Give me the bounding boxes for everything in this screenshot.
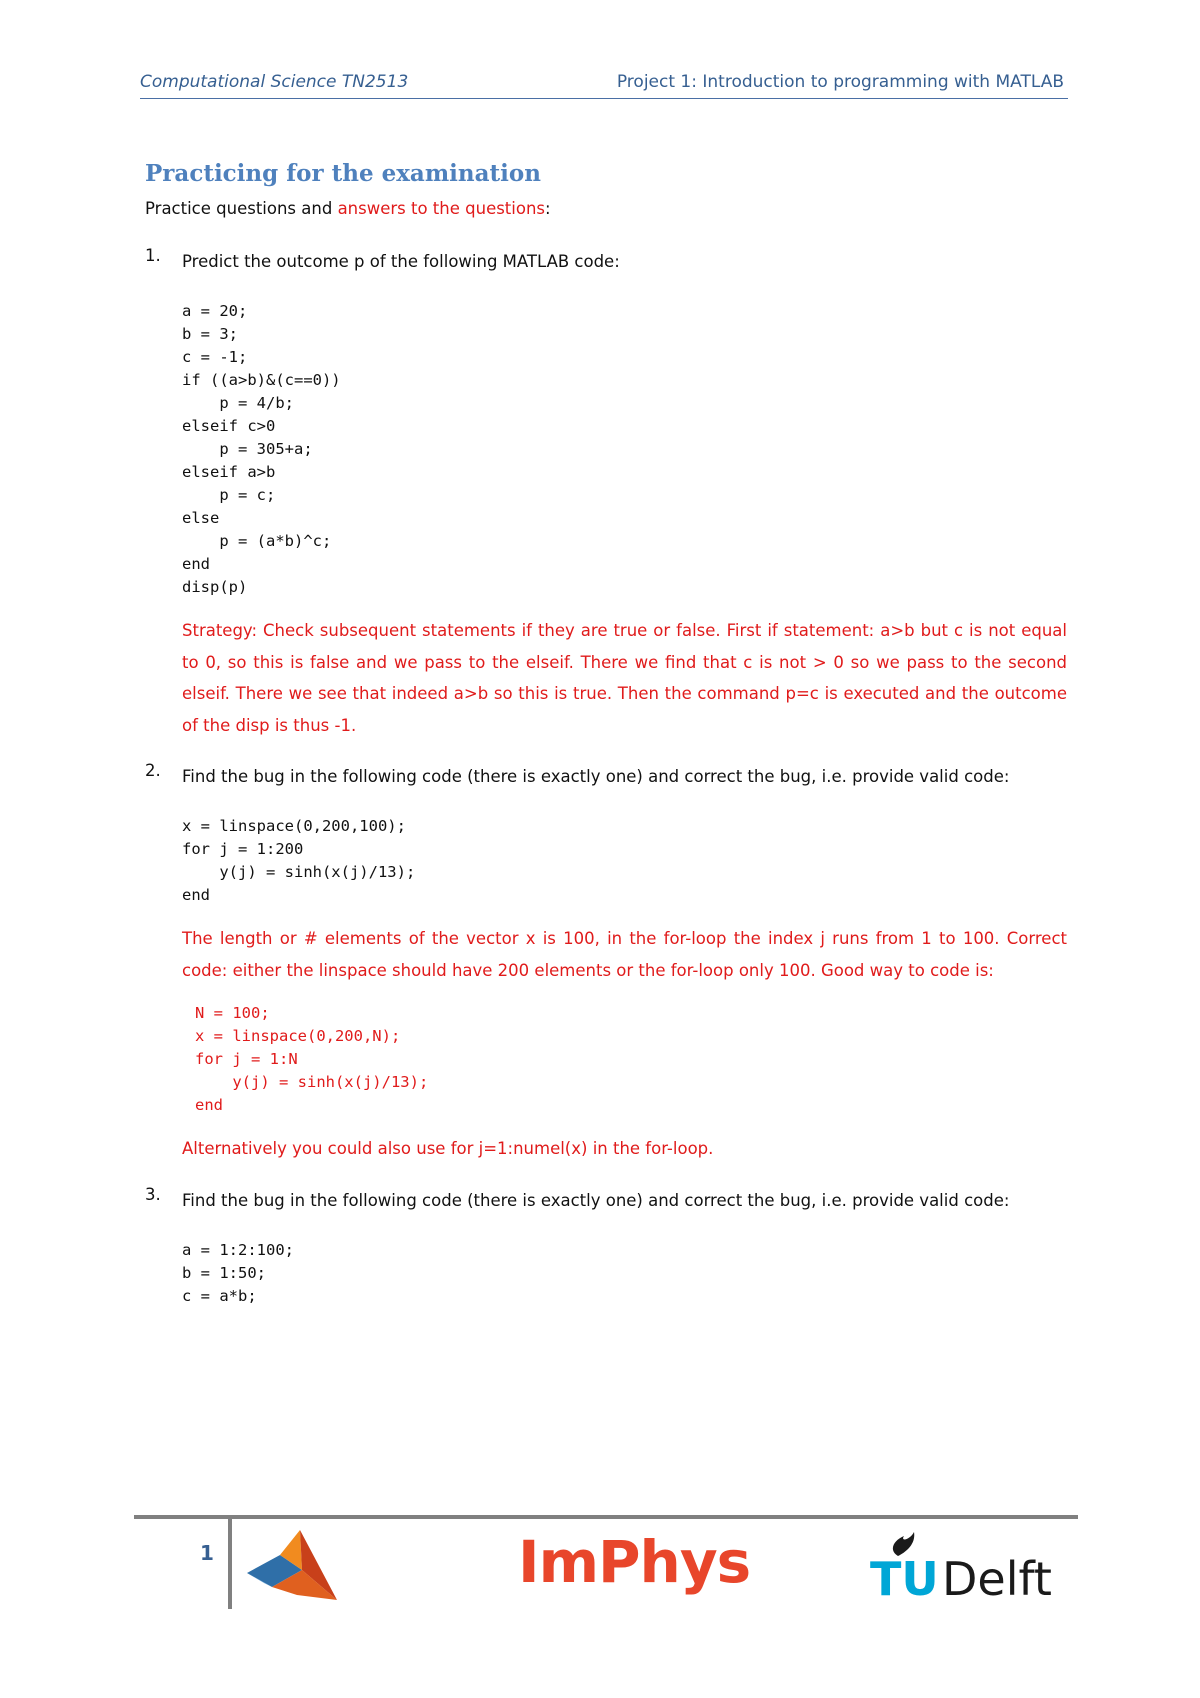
footer-divider: [134, 1515, 1078, 1519]
intro-plain: Practice questions and: [145, 199, 338, 218]
intro-text: [145, 199, 1067, 218]
page-content: [145, 160, 1067, 1324]
question-1: [145, 246, 1067, 278]
answer-text: Strategy: Check subsequent statements if they are true or false. First if statement: a>b but c is not equal to 0, so this is false and we pass to the elseif. There we find that c is not > 0 so we pass to the second elseif. There we see that indeed a>b so this is true. Then the command p=c is executed and the outcome of the disp is thus -1.: [182, 621, 1067, 735]
answer-text-alt: Alternatively you could also use for j=1:numel(x) in the for-loop.: [182, 1139, 714, 1158]
intro-tail: :: [545, 199, 551, 218]
question-number: 1.: [145, 246, 161, 265]
answer-wrap: [145, 923, 1067, 986]
code-block: x = linspace(0,200,100); for j = 1:200 y(j) = sinh(x(j)/13); end: [182, 817, 416, 904]
question-number: 2.: [145, 761, 161, 780]
question-3: [145, 1185, 1067, 1217]
answer-text: The length or # elements of the vector x is 100, in the for-loop the index j runs from 1 to 100. Correct code: either the linspace should have 200 elements or the for-loop only 100. Good way to code is:: [182, 929, 1067, 980]
question-text: Find the bug in the following code (there is exactly one) and correct the bug, i.e. provide valid code:: [182, 1190, 1010, 1210]
page-header: [140, 70, 1068, 99]
code-block: a = 20; b = 3; c = -1; if ((a>b)&(c==0)) p = 4/b; elseif c>0 p = 305+a; elseif a>b p = c; else p = (a*b)^c; end disp(p): [182, 302, 341, 596]
answer-wrap: [145, 615, 1067, 741]
question-2: [145, 761, 1067, 793]
code-block: a = 1:2:100; b = 1:50; c = a*b;: [182, 1240, 294, 1305]
tudelft-logo: [870, 1530, 1050, 1610]
answer-code-block: N = 100; x = linspace(0,200,N); for j = 1:N y(j) = sinh(x(j)/13); end: [195, 1004, 429, 1114]
course-title: Computational Science TN2513: [140, 72, 409, 92]
imphys-logo: ImPhys: [518, 1528, 751, 1596]
question-number: 3.: [145, 1184, 161, 1204]
delft-logo-text: Delft: [942, 1552, 1052, 1606]
tu-logo-text: TU: [870, 1552, 939, 1606]
intro-red: answers to the questions: [337, 199, 546, 218]
footer-vertical-divider: [228, 1519, 232, 1609]
answer-wrap: [145, 1133, 1067, 1165]
question-text: Find the bug in the following code (there is exactly one) and correct the bug, i.e. provide valid code:: [182, 767, 1010, 786]
matlab-logo-icon: [242, 1525, 342, 1605]
question-text: Predict the outcome p of the following MATLAB code:: [182, 252, 620, 271]
project-title: Project 1: Introduction to programming with MATLAB: [616, 72, 1064, 92]
page-title: Practicing for the examination: [145, 160, 541, 187]
page-number: 1: [200, 1541, 214, 1565]
